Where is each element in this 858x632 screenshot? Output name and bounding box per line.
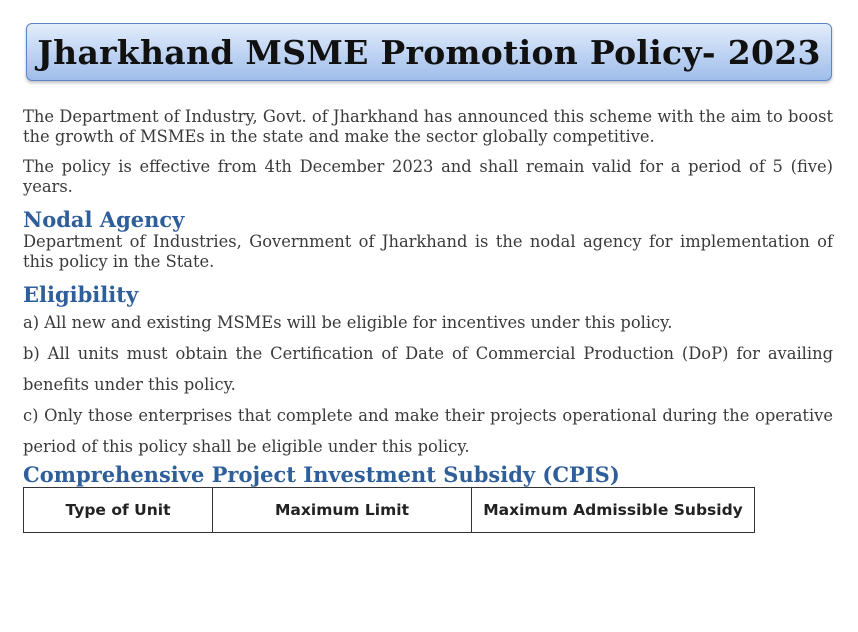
title-banner [26,23,832,81]
eligibility-heading: Eligibility [23,282,139,307]
nodal-agency-text: Department of Industries, Government of Jharkhand is the nodal agency for implementation of this policy in the State. [23,232,833,271]
nodal-agency-heading: Nodal Agency [23,207,185,232]
cpis-table [23,487,755,533]
intro-paragraph-2: The policy is effective from 4th December 2023 and shall remain valid for a period of 5 (five) years. [23,157,833,196]
cpis-heading: Comprehensive Project Investment Subsidy (CPIS) [23,462,620,487]
cpis-table-header-row [24,488,755,533]
column-header-maximum-limit: Maximum Limit [213,488,472,533]
eligibility-item-c: c) Only those enterprises that complete and make their projects operational during the operative period of this policy shall be eligible under this policy. [23,406,833,456]
column-header-maximum-admissible-subsidy: Maximum Admissible Subsidy [472,488,755,533]
page-title: Jharkhand MSME Promotion Policy- 2023 [37,32,821,72]
eligibility-item-a: a) All new and existing MSMEs will be eligible for incentives under this policy. [23,313,673,332]
eligibility-item-b: b) All units must obtain the Certification of Date of Commercial Production (DoP) for availing benefits under this policy. [23,344,833,394]
document-body [23,107,833,533]
intro-paragraph-1: The Department of Industry, Govt. of Jharkhand has announced this scheme with the aim to boost the growth of MSMEs in the state and make the sector globally competitive. [23,107,833,146]
column-header-type-of-unit: Type of Unit [24,488,213,533]
